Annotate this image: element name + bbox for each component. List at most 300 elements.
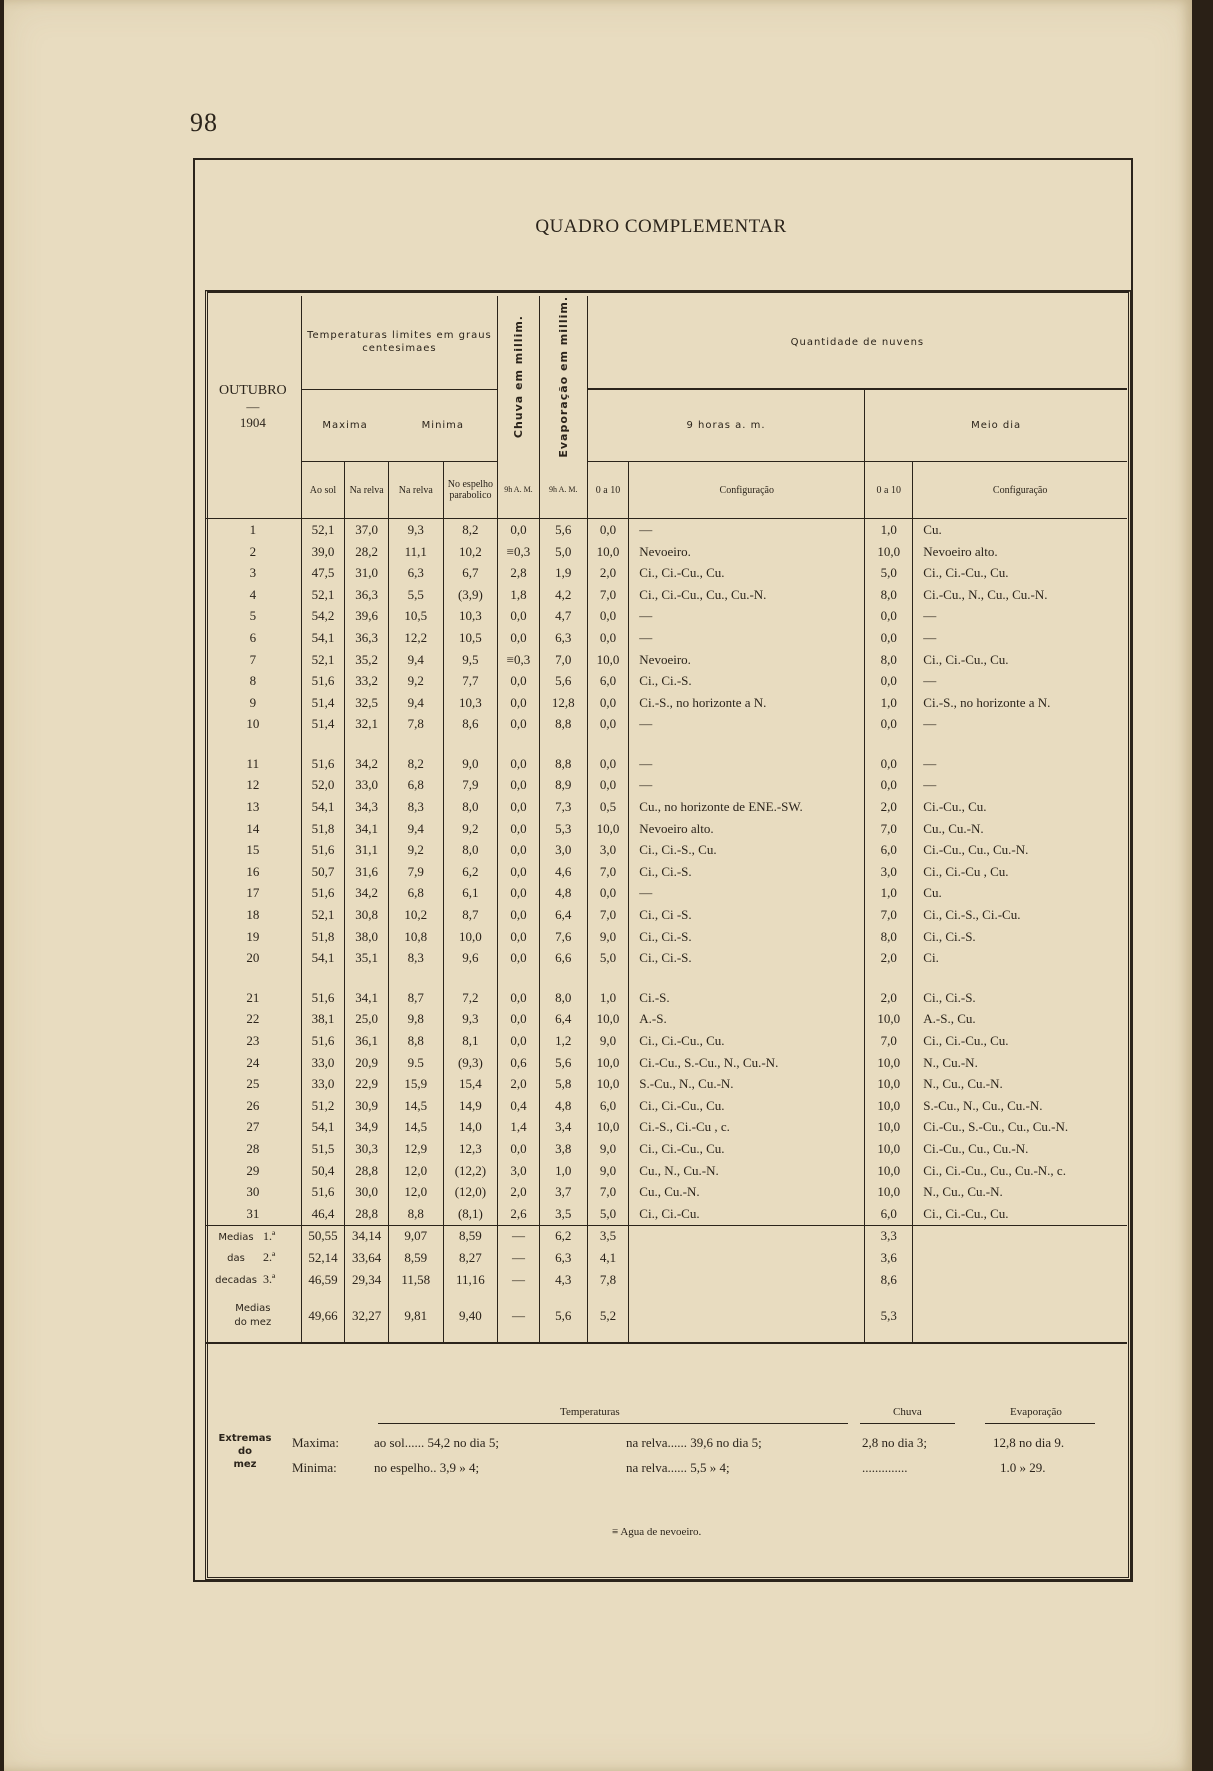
nuvens-9h-cell: 0,0 bbox=[587, 606, 629, 628]
config-noon-cell: Ci.-Cu., Cu. bbox=[913, 796, 1127, 818]
nuvens-noon-cell: 10,0 bbox=[865, 1073, 913, 1095]
max-relva-cell: 36,1 bbox=[345, 1030, 389, 1052]
config-9h-cell: Ci., Ci -S. bbox=[629, 904, 865, 926]
evap-cell: 8,8 bbox=[539, 714, 587, 736]
extremas-label bbox=[210, 1432, 280, 1471]
nuvens-noon-cell: 10,0 bbox=[865, 541, 913, 563]
temperaturas-label: Temperaturas bbox=[560, 1406, 620, 1418]
evap-cell: 5,0 bbox=[539, 541, 587, 563]
decada-number: 3.ª bbox=[263, 1272, 276, 1287]
max-sol-cell: 54,1 bbox=[301, 947, 345, 969]
medias-decada-cell: 6,3 bbox=[539, 1247, 587, 1269]
gap-cell bbox=[301, 735, 345, 753]
evap-label: Evaporação em millim. bbox=[556, 296, 570, 458]
day-cell: 13 bbox=[246, 799, 260, 815]
table-row bbox=[205, 796, 1127, 818]
medias-mez-cell: 9,81 bbox=[389, 1290, 444, 1343]
max-relva-cell: 33,2 bbox=[345, 670, 389, 692]
config-9h-cell: Ci., Ci.-Cu., Cu. bbox=[629, 562, 865, 584]
chuva-cell: 2,0 bbox=[498, 1073, 540, 1095]
gap-cell bbox=[629, 735, 865, 753]
config-9h-cell: Ci., Ci.-S. bbox=[629, 861, 865, 883]
chuva-cell: 0,0 bbox=[498, 904, 540, 926]
min-relva-cell: 9,8 bbox=[389, 1009, 444, 1031]
max-relva-cell: 20,9 bbox=[345, 1052, 389, 1074]
medias-decada-cell: 50,55 bbox=[301, 1225, 345, 1247]
nuvens-9h-cell: 10,0 bbox=[587, 1052, 629, 1074]
chuva-cell: 0,0 bbox=[498, 692, 540, 714]
evap-ext-label: Evaporação bbox=[1010, 1406, 1062, 1418]
gap-cell bbox=[865, 969, 913, 987]
extremas-label-2: do bbox=[237, 1446, 253, 1457]
nuvens-noon-cell: 10,0 bbox=[865, 1181, 913, 1203]
max-sol-cell: 51,6 bbox=[301, 839, 345, 861]
nuvens-noon-cell: 7,0 bbox=[865, 1030, 913, 1052]
chuva-cell: 0,0 bbox=[498, 987, 540, 1009]
nuvens-9h-cell: 0,0 bbox=[587, 775, 629, 797]
max-sol-cell: 52,1 bbox=[301, 519, 345, 541]
nuvens-noon-cell: 1,0 bbox=[865, 519, 913, 541]
medias-decada-cell: 11,58 bbox=[389, 1269, 444, 1291]
table-row bbox=[205, 861, 1127, 883]
gap-cell bbox=[205, 735, 301, 753]
config-9h-cell: Ci.-Cu., S.-Cu., N., Cu.-N. bbox=[629, 1052, 865, 1074]
nuvens-9h-cell: 0,0 bbox=[587, 714, 629, 736]
decade-gap bbox=[205, 969, 1127, 987]
config-noon-cell: N., Cu., Cu.-N. bbox=[913, 1181, 1127, 1203]
min-chuva: .............. bbox=[862, 1460, 908, 1475]
day-cell: 8 bbox=[249, 673, 257, 689]
chuva-cell: 0,0 bbox=[498, 883, 540, 905]
day-cell: 30 bbox=[246, 1184, 260, 1200]
table-row bbox=[205, 926, 1127, 948]
chuva-hour-header: 9h A. M. bbox=[498, 462, 540, 519]
min-espelho-cell: 10,0 bbox=[443, 926, 498, 948]
gap-cell bbox=[389, 969, 444, 987]
table-row bbox=[205, 818, 1127, 840]
header-row-1 bbox=[205, 296, 1127, 389]
max-relva-cell: 36,3 bbox=[345, 584, 389, 606]
max-relva-cell: 38,0 bbox=[345, 926, 389, 948]
min-espelho-cell: (12,2) bbox=[443, 1160, 498, 1182]
medias-decada-cell: 8,59 bbox=[443, 1225, 498, 1247]
na-relva-min-header: Na relva bbox=[389, 462, 444, 519]
max-relva-cell: 34,1 bbox=[345, 987, 389, 1009]
nuvens-9h-cell: 7,0 bbox=[587, 861, 629, 883]
medias-decada-cell: 52,14 bbox=[301, 1247, 345, 1269]
min-relva-cell: 8,8 bbox=[389, 1030, 444, 1052]
nuvens-9h-cell: 5,0 bbox=[587, 947, 629, 969]
table-row bbox=[205, 1117, 1127, 1139]
nuvens-9h-cell: 10,0 bbox=[587, 1117, 629, 1139]
max-relva-cell: 32,5 bbox=[345, 692, 389, 714]
chuva-cell: 0,0 bbox=[498, 1138, 540, 1160]
max-sol-cell: 33,0 bbox=[301, 1073, 345, 1095]
day-rows bbox=[205, 519, 1127, 1225]
medias-word: das bbox=[227, 1253, 245, 1265]
decade-gap bbox=[205, 735, 1127, 753]
medias-mez-cell: 32,27 bbox=[345, 1290, 389, 1343]
min-relva-cell: 8,8 bbox=[389, 1203, 444, 1225]
config-noon-cell: Ci.-Cu., S.-Cu., Cu., Cu.-N. bbox=[913, 1117, 1127, 1139]
min-relva-cell: 9,3 bbox=[389, 519, 444, 541]
max-sol-cell: 52,1 bbox=[301, 584, 345, 606]
nuvens-noon-cell: 0,0 bbox=[865, 627, 913, 649]
config-9h-cell: Ci., Ci.-Cu., Cu., Cu.-N. bbox=[629, 584, 865, 606]
max-sol-cell: 51,8 bbox=[301, 926, 345, 948]
day-cell: 26 bbox=[246, 1097, 260, 1113]
config-noon-cell: N., Cu., Cu.-N. bbox=[913, 1073, 1127, 1095]
config-9h-cell: Ci., Ci.-Cu. bbox=[629, 1203, 865, 1225]
max-sol-cell: 51,4 bbox=[301, 714, 345, 736]
nuvens-noon-cell: 0,0 bbox=[865, 714, 913, 736]
max-relva-cell: 36,3 bbox=[345, 627, 389, 649]
day-cell: 21 bbox=[246, 989, 260, 1005]
max-relva-cell: 30,0 bbox=[345, 1181, 389, 1203]
min-relva-cell: 8,3 bbox=[389, 947, 444, 969]
table-row bbox=[205, 1160, 1127, 1182]
gap-cell bbox=[389, 735, 444, 753]
day-cell: 27 bbox=[246, 1119, 260, 1135]
day-cell: 11 bbox=[246, 755, 260, 771]
config-9h-cell: Cu., Cu.-N. bbox=[629, 1181, 865, 1203]
nuvens-noon-cell: 6,0 bbox=[865, 839, 913, 861]
day-cell: 17 bbox=[246, 885, 260, 901]
evap-cell: 5,8 bbox=[539, 1073, 587, 1095]
min-relva-cell: 14,5 bbox=[389, 1095, 444, 1117]
chuva-cell: 1,8 bbox=[498, 584, 540, 606]
min-espelho-cell: 10,3 bbox=[443, 606, 498, 628]
min-relva-cell: 6,8 bbox=[389, 775, 444, 797]
config-noon-cell: Cu., Cu.-N. bbox=[913, 818, 1127, 840]
nuvens-9h-cell: 9,0 bbox=[587, 1030, 629, 1052]
gap-cell bbox=[345, 969, 389, 987]
config-9h-cell: Nevoeiro. bbox=[629, 541, 865, 563]
max-relva-cell: 34,2 bbox=[345, 883, 389, 905]
footnote: ≡ Agua de nevoeiro. bbox=[612, 1526, 702, 1538]
min-evap: 1.0 » 29. bbox=[1000, 1460, 1046, 1475]
day-cell: 31 bbox=[246, 1205, 260, 1221]
config-9h-cell: Nevoeiro alto. bbox=[629, 818, 865, 840]
min-espelho-cell: 7,7 bbox=[443, 670, 498, 692]
max-sol-cell: 51,6 bbox=[301, 670, 345, 692]
table-row bbox=[205, 670, 1127, 692]
min-relva-cell: 12,0 bbox=[389, 1181, 444, 1203]
medias-decada-cell: 11,16 bbox=[443, 1269, 498, 1291]
evap-cell: 4,6 bbox=[539, 861, 587, 883]
chuva-cell: 0,0 bbox=[498, 606, 540, 628]
medias-decada-cell: — bbox=[498, 1247, 540, 1269]
decada-number: 2.ª bbox=[263, 1250, 276, 1265]
max-sol-cell: 51,6 bbox=[301, 1030, 345, 1052]
medias-decada-cell bbox=[629, 1247, 865, 1269]
max-chuva: 2,8 no dia 3; bbox=[862, 1435, 927, 1450]
medias-decada-cell: 8,27 bbox=[443, 1247, 498, 1269]
evap-cell: 8,8 bbox=[539, 753, 587, 775]
medias-word: decadas bbox=[215, 1275, 257, 1287]
config-noon-cell: Ci.-Cu., N., Cu., Cu.-N. bbox=[913, 584, 1127, 606]
config-9h-cell: Ci.-S., no horizonte a N. bbox=[629, 692, 865, 714]
config-9h-cell: Ci., Ci.-Cu., Cu. bbox=[629, 1030, 865, 1052]
chuva-cell: 0,0 bbox=[498, 818, 540, 840]
config-9h-cell: — bbox=[629, 753, 865, 775]
max-relva-cell: 35,2 bbox=[345, 649, 389, 671]
nuvens-noon-cell: 2,0 bbox=[865, 796, 913, 818]
max-relva-cell: 37,0 bbox=[345, 519, 389, 541]
chuva-cell: 2,0 bbox=[498, 1181, 540, 1203]
evap-cell: 6,4 bbox=[539, 904, 587, 926]
day-cell: 1 bbox=[249, 521, 257, 537]
medias-mez-cell: 49,66 bbox=[301, 1290, 345, 1343]
table-row bbox=[205, 987, 1127, 1009]
min-espelho-cell: 6,2 bbox=[443, 861, 498, 883]
max-sol-cell: 51,2 bbox=[301, 1095, 345, 1117]
min-relva-cell: 8,3 bbox=[389, 796, 444, 818]
scale-noon-header: 0 a 10 bbox=[865, 462, 913, 519]
nuvens-noon-cell: 10,0 bbox=[865, 1117, 913, 1139]
medias-decada-label bbox=[205, 1225, 301, 1247]
config-noon-cell: Ci.-S., no horizonte a N. bbox=[913, 692, 1127, 714]
evap-cell: 4,2 bbox=[539, 584, 587, 606]
nuvens-9h-cell: 0,0 bbox=[587, 753, 629, 775]
gap-cell bbox=[443, 969, 498, 987]
nuvens-9h-cell: 0,0 bbox=[587, 883, 629, 905]
medias-decada-cell: 4,1 bbox=[587, 1247, 629, 1269]
day-cell: 5 bbox=[249, 608, 257, 624]
max-sol: ao sol...... 54,2 no dia 5; bbox=[374, 1435, 499, 1450]
chuva-cell: ≡0,3 bbox=[498, 541, 540, 563]
config-noon-cell: A.-S., Cu. bbox=[913, 1009, 1127, 1031]
config-9h-cell: A.-S. bbox=[629, 1009, 865, 1031]
min-relva-cell: 12,0 bbox=[389, 1160, 444, 1182]
nuvens-noon-cell: 1,0 bbox=[865, 883, 913, 905]
min-espelho-cell: 8,2 bbox=[443, 519, 498, 541]
medias-decada-cell: 8,59 bbox=[389, 1247, 444, 1269]
nuvens-header: Quantidade de nuvens bbox=[587, 296, 1127, 389]
year-label: 1904 bbox=[239, 415, 266, 431]
ao-sol-header: Ao sol bbox=[309, 484, 337, 496]
gap-cell bbox=[587, 735, 629, 753]
max-sol-cell: 54,2 bbox=[301, 606, 345, 628]
evap-cell: 7,0 bbox=[539, 649, 587, 671]
medias-decada-cell bbox=[913, 1247, 1127, 1269]
config-noon-cell: Ci., Ci.-S., Ci.-Cu. bbox=[913, 904, 1127, 926]
day-cell: 28 bbox=[246, 1140, 260, 1156]
config-noon-cell: Ci., Ci.-S. bbox=[913, 926, 1127, 948]
config-9h-cell: — bbox=[629, 714, 865, 736]
config-noon-cell: — bbox=[913, 714, 1127, 736]
nuvens-noon-cell: 0,0 bbox=[865, 753, 913, 775]
nuvens-noon-cell: 10,0 bbox=[865, 1009, 913, 1031]
max-sol-cell: 33,0 bbox=[301, 1052, 345, 1074]
config-noon-cell: Ci., Ci.-Cu , Cu. bbox=[913, 861, 1127, 883]
medias-mez-label bbox=[205, 1290, 301, 1343]
nuvens-9h-cell: 9,0 bbox=[587, 926, 629, 948]
evap-cell: 4,8 bbox=[539, 1095, 587, 1117]
nuvens-9h-cell: 1,0 bbox=[587, 987, 629, 1009]
evap-header bbox=[539, 296, 587, 462]
min-relva-cell: 10,2 bbox=[389, 904, 444, 926]
medias-decada-label bbox=[205, 1269, 301, 1291]
max-sol-cell: 54,1 bbox=[301, 1117, 345, 1139]
max-relva-cell: 33,0 bbox=[345, 775, 389, 797]
medias-mez-word: do mez bbox=[234, 1317, 272, 1329]
min-relva-cell: 9,2 bbox=[389, 670, 444, 692]
min-relva-cell: 9,4 bbox=[389, 818, 444, 840]
evap-cell: 3,7 bbox=[539, 1181, 587, 1203]
chuva-label: Chuva em millim. bbox=[511, 315, 525, 439]
min-relva-cell: 14,5 bbox=[389, 1117, 444, 1139]
min-espelho-cell: 10,3 bbox=[443, 692, 498, 714]
gap-cell bbox=[301, 969, 345, 987]
header-row-2 bbox=[205, 389, 1127, 462]
temps-header: Temperaturas limites em graus centesimaes bbox=[307, 330, 492, 355]
day-cell: 2 bbox=[249, 543, 257, 559]
nuvens-noon-cell: 8,0 bbox=[865, 584, 913, 606]
min-relva-cell: 7,8 bbox=[389, 714, 444, 736]
decada-number: 1.ª bbox=[263, 1228, 276, 1243]
nuvens-noon-cell: 3,0 bbox=[865, 861, 913, 883]
max-relva-cell: 25,0 bbox=[345, 1009, 389, 1031]
medias-mez-cell: 5,2 bbox=[587, 1290, 629, 1343]
max-relva-cell: 28,8 bbox=[345, 1160, 389, 1182]
max-evap: 12,8 no dia 9. bbox=[993, 1435, 1065, 1450]
day-cell: 24 bbox=[246, 1054, 260, 1070]
max-sol-cell: 39,0 bbox=[301, 541, 345, 563]
chuva-cell: 0,0 bbox=[498, 1030, 540, 1052]
min-relva-cell: 12,2 bbox=[389, 627, 444, 649]
chuva-cell: 2,8 bbox=[498, 562, 540, 584]
nuvens-noon-cell: 8,0 bbox=[865, 926, 913, 948]
table-row bbox=[205, 714, 1127, 736]
medias-decada-cell: 4,3 bbox=[539, 1269, 587, 1291]
min-espelho-cell: (3,9) bbox=[443, 584, 498, 606]
chuva-cell: 0,0 bbox=[498, 670, 540, 692]
scale-9h-header: 0 a 10 bbox=[587, 462, 629, 519]
min-espelho-cell: 9,5 bbox=[443, 649, 498, 671]
min-relva-cell: 12,9 bbox=[389, 1138, 444, 1160]
min-espelho: no espelho.. 3,9 » 4; bbox=[374, 1460, 480, 1475]
table-row bbox=[205, 1052, 1127, 1074]
config-noon-cell: Cu. bbox=[913, 883, 1127, 905]
medias-decada-cell: 3,3 bbox=[865, 1225, 913, 1247]
min-relva-cell: 7,9 bbox=[389, 861, 444, 883]
min-relva-cell: 5,5 bbox=[389, 584, 444, 606]
chuva-ext-label: Chuva bbox=[893, 1406, 922, 1418]
min-relva-cell: 8,2 bbox=[389, 753, 444, 775]
evap-cell: 5,6 bbox=[539, 1052, 587, 1074]
medias-decada-cell: 7,8 bbox=[587, 1269, 629, 1291]
chuva-cell: ≡0,3 bbox=[498, 649, 540, 671]
chuva-cell: 0,0 bbox=[498, 796, 540, 818]
evap-cell: 1,0 bbox=[539, 1160, 587, 1182]
nuvens-noon-cell: 10,0 bbox=[865, 1052, 913, 1074]
max-relva-cell: 32,1 bbox=[345, 714, 389, 736]
min-relva-cell: 11,1 bbox=[389, 541, 444, 563]
nuvens-9h-cell: 7,0 bbox=[587, 584, 629, 606]
medias-decada-cell: — bbox=[498, 1269, 540, 1291]
chuva-cell: 0,0 bbox=[498, 926, 540, 948]
medias-word: Medias bbox=[218, 1231, 254, 1243]
table-row bbox=[205, 519, 1127, 541]
table-row bbox=[205, 1203, 1127, 1225]
medias-decada-cell bbox=[629, 1225, 865, 1247]
config-9h-cell: Ci., Ci.-S. bbox=[629, 670, 865, 692]
evap-cell: 3,5 bbox=[539, 1203, 587, 1225]
max-sol-cell: 50,7 bbox=[301, 861, 345, 883]
table-row bbox=[205, 1095, 1127, 1117]
day-cell: 19 bbox=[246, 928, 260, 944]
meio-dia-header: Meio dia bbox=[865, 389, 1127, 462]
table-title: QUADRO COMPLEMENTAR bbox=[535, 216, 787, 237]
min-espelho-cell: 10,2 bbox=[443, 541, 498, 563]
max-sol-cell: 51,5 bbox=[301, 1138, 345, 1160]
max-sol-cell: 54,1 bbox=[301, 796, 345, 818]
day-cell: 16 bbox=[246, 863, 260, 879]
nuvens-9h-cell: 10,0 bbox=[587, 649, 629, 671]
nuvens-9h-cell: 0,0 bbox=[587, 692, 629, 714]
max-relva-cell: 30,8 bbox=[345, 904, 389, 926]
medias-decada-label bbox=[205, 1247, 301, 1269]
nuvens-9h-cell: 10,0 bbox=[587, 1009, 629, 1031]
max-relva-cell: 34,1 bbox=[345, 818, 389, 840]
config-noon-cell: — bbox=[913, 670, 1127, 692]
temperaturas-rule bbox=[378, 1423, 848, 1424]
month-header bbox=[205, 296, 301, 519]
minima-header: Minima bbox=[389, 389, 498, 462]
table-row bbox=[205, 562, 1127, 584]
espelho-header: No espelho parabolico bbox=[443, 462, 498, 519]
config-noon-header: Configuração bbox=[913, 462, 1127, 519]
day-cell: 25 bbox=[246, 1076, 260, 1092]
min-relva-cell: 10,5 bbox=[389, 606, 444, 628]
config-noon-cell: S.-Cu., N., Cu., Cu.-N. bbox=[913, 1095, 1127, 1117]
chuva-cell: 2,6 bbox=[498, 1203, 540, 1225]
page-number: 98 bbox=[190, 108, 218, 137]
evap-rule bbox=[985, 1423, 1095, 1424]
chuva-rule bbox=[860, 1423, 955, 1424]
medias-decada-cell bbox=[629, 1269, 865, 1291]
chuva-cell: 0,0 bbox=[498, 627, 540, 649]
max-sol-cell: 51,6 bbox=[301, 987, 345, 1009]
chuva-cell: 3,0 bbox=[498, 1160, 540, 1182]
config-noon-cell: — bbox=[913, 775, 1127, 797]
table-row bbox=[205, 839, 1127, 861]
gap-cell bbox=[913, 969, 1127, 987]
gap-cell bbox=[913, 735, 1127, 753]
gap-cell bbox=[443, 735, 498, 753]
nuvens-noon-cell: 0,0 bbox=[865, 606, 913, 628]
nuvens-9h-cell: 10,0 bbox=[587, 818, 629, 840]
config-9h-cell: Ci., Ci.-S. bbox=[629, 947, 865, 969]
nuvens-9h-cell: 0,0 bbox=[587, 627, 629, 649]
config-9h-cell: Ci., Ci.-S. bbox=[629, 926, 865, 948]
min-espelho-cell: 8,0 bbox=[443, 839, 498, 861]
gap-cell bbox=[498, 969, 540, 987]
config-noon-cell: Ci., Ci.-Cu., Cu. bbox=[913, 649, 1127, 671]
day-cell: 22 bbox=[246, 1011, 260, 1027]
table-row bbox=[205, 1138, 1127, 1160]
config-9h-cell: — bbox=[629, 519, 865, 541]
min-espelho-cell: 12,3 bbox=[443, 1138, 498, 1160]
max-relva-cell: 34,2 bbox=[345, 753, 389, 775]
climate-table bbox=[205, 296, 1127, 1344]
day-cell: 18 bbox=[246, 907, 260, 923]
max-sol-cell: 54,1 bbox=[301, 627, 345, 649]
config-noon-cell: — bbox=[913, 606, 1127, 628]
gap-cell bbox=[345, 735, 389, 753]
min-espelho-cell: 10,5 bbox=[443, 627, 498, 649]
